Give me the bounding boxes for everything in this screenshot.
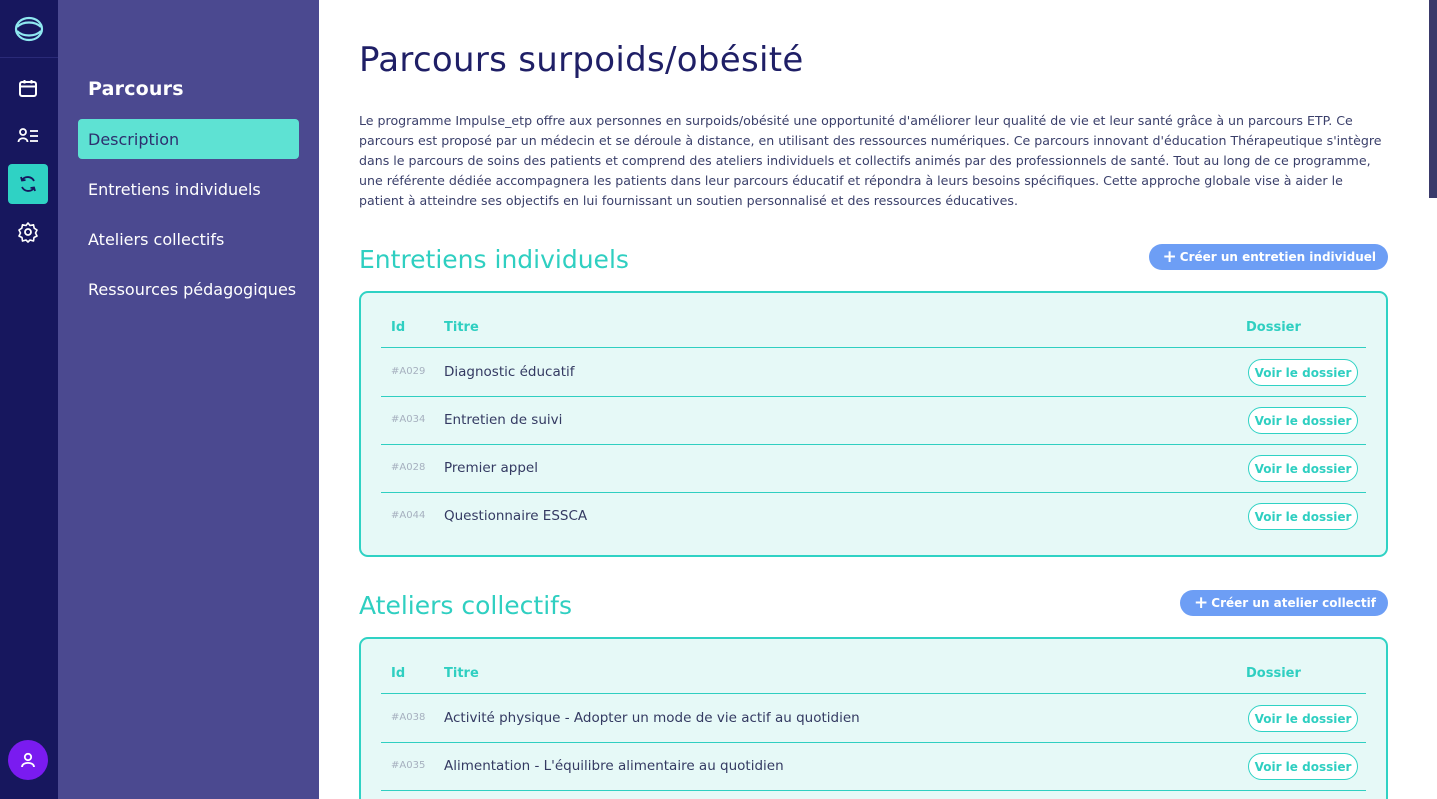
row-id: #A028 [391, 462, 426, 473]
view-folder-button[interactable]: Voir le dossier [1248, 359, 1358, 386]
page-scrollbar[interactable] [1429, 0, 1437, 799]
create-entretien-label: Créer un entretien individuel [1179, 250, 1376, 264]
table-row [381, 493, 1366, 541]
row-id: #A029 [391, 366, 426, 377]
refresh-cycle-icon [18, 174, 38, 194]
table-row [381, 397, 1366, 445]
column-header-title: Titre [444, 666, 479, 681]
row-title: Activité physique - Adopter un mode de vie actif au quotidien [444, 710, 860, 726]
view-folder-button[interactable]: Voir le dossier [1248, 753, 1358, 780]
row-title: Alimentation - L'équilibre alimentaire au quotidien [444, 758, 784, 774]
table-row [381, 695, 1366, 743]
user-avatar-button[interactable] [8, 740, 48, 780]
sidebar-item-description[interactable]: Description [78, 119, 299, 159]
column-header-id: Id [391, 666, 406, 681]
ateliers-table [359, 637, 1388, 799]
row-id: #A038 [391, 712, 426, 723]
brand-logo[interactable] [0, 0, 58, 58]
row-id: #A035 [391, 760, 426, 771]
row-id: #A044 [391, 510, 426, 521]
section-title-ateliers: Ateliers collectifs [359, 591, 573, 620]
column-header-title: Titre [444, 320, 479, 335]
create-atelier-button[interactable] [1180, 590, 1388, 616]
page-title: Parcours surpoids/obésité [359, 40, 804, 80]
table-header [381, 293, 1366, 348]
rail-settings-button[interactable] [8, 212, 48, 252]
create-entretien-button[interactable] [1149, 244, 1388, 270]
table-row [381, 349, 1366, 397]
table-header [381, 639, 1366, 694]
sidebar-item-ateliers-collectifs[interactable]: Ateliers collectifs [88, 229, 225, 249]
view-folder-button[interactable]: Voir le dossier [1248, 705, 1358, 732]
create-atelier-label: Créer un atelier collectif [1211, 596, 1376, 610]
section-title-entretiens: Entretiens individuels [359, 245, 629, 274]
row-title: Premier appel [444, 460, 538, 476]
rail-parcours-button[interactable] [8, 164, 48, 204]
table-row [381, 743, 1366, 791]
column-header-folder: Dossier [1246, 320, 1301, 335]
icon-rail [0, 0, 58, 799]
entretiens-table [359, 291, 1388, 557]
view-folder-button[interactable]: Voir le dossier [1248, 407, 1358, 434]
user-icon [19, 751, 37, 769]
sidebar-title: Parcours [88, 78, 184, 100]
plus-icon: + [1162, 246, 1177, 267]
column-header-folder: Dossier [1246, 666, 1301, 681]
view-folder-button[interactable]: Voir le dossier [1248, 503, 1358, 530]
sidebar-item-ressources-pedagogiques[interactable]: Ressources pédagogiques [88, 279, 297, 299]
plus-icon: + [1194, 592, 1209, 613]
main-content [319, 0, 1429, 799]
row-title: Entretien de suivi [444, 412, 563, 428]
table-row [381, 445, 1366, 493]
calendar-icon [18, 78, 38, 98]
rail-patients-button[interactable] [8, 116, 48, 156]
row-title: Questionnaire ESSCA [444, 508, 588, 524]
parcours-sidebar [58, 0, 319, 799]
row-id: #A034 [391, 414, 426, 425]
row-title: Diagnostic éducatif [444, 364, 575, 380]
view-folder-button[interactable]: Voir le dossier [1248, 455, 1358, 482]
column-header-id: Id [391, 320, 406, 335]
gear-icon [17, 221, 39, 243]
program-description: Le programme Impulse_etp offre aux personnes en surpoids/obésité une opportunité d'améliorer leur qualité de vie et leur santé grâce à un parcours ETP. Ce parcours est proposé par un médecin et se déroule à distance, en utilisant des ressources numériques. Ce parcours innovant d'éducation Thérapeutique s'intègre dans le parcours de soins des patients et comprend des ateliers individuels et collectifs animés par des professionnels de santé. Tout au long de ce programme, une référente dédiée accompagnera les patients dans leur parcours éducatif et répondra à leurs besoins spécifiques. Cette approche globale vise à aider le patient à atteindre ses objectifs en lui fournissant un soutien personnalisé et des ressources éducatives. [359, 113, 1382, 208]
rail-calendar-button[interactable] [8, 68, 48, 108]
patients-list-icon [17, 126, 39, 146]
brand-logo-icon [13, 15, 45, 43]
sidebar-item-entretiens-individuels[interactable]: Entretiens individuels [88, 179, 261, 199]
scrollbar-thumb[interactable] [1429, 0, 1437, 198]
